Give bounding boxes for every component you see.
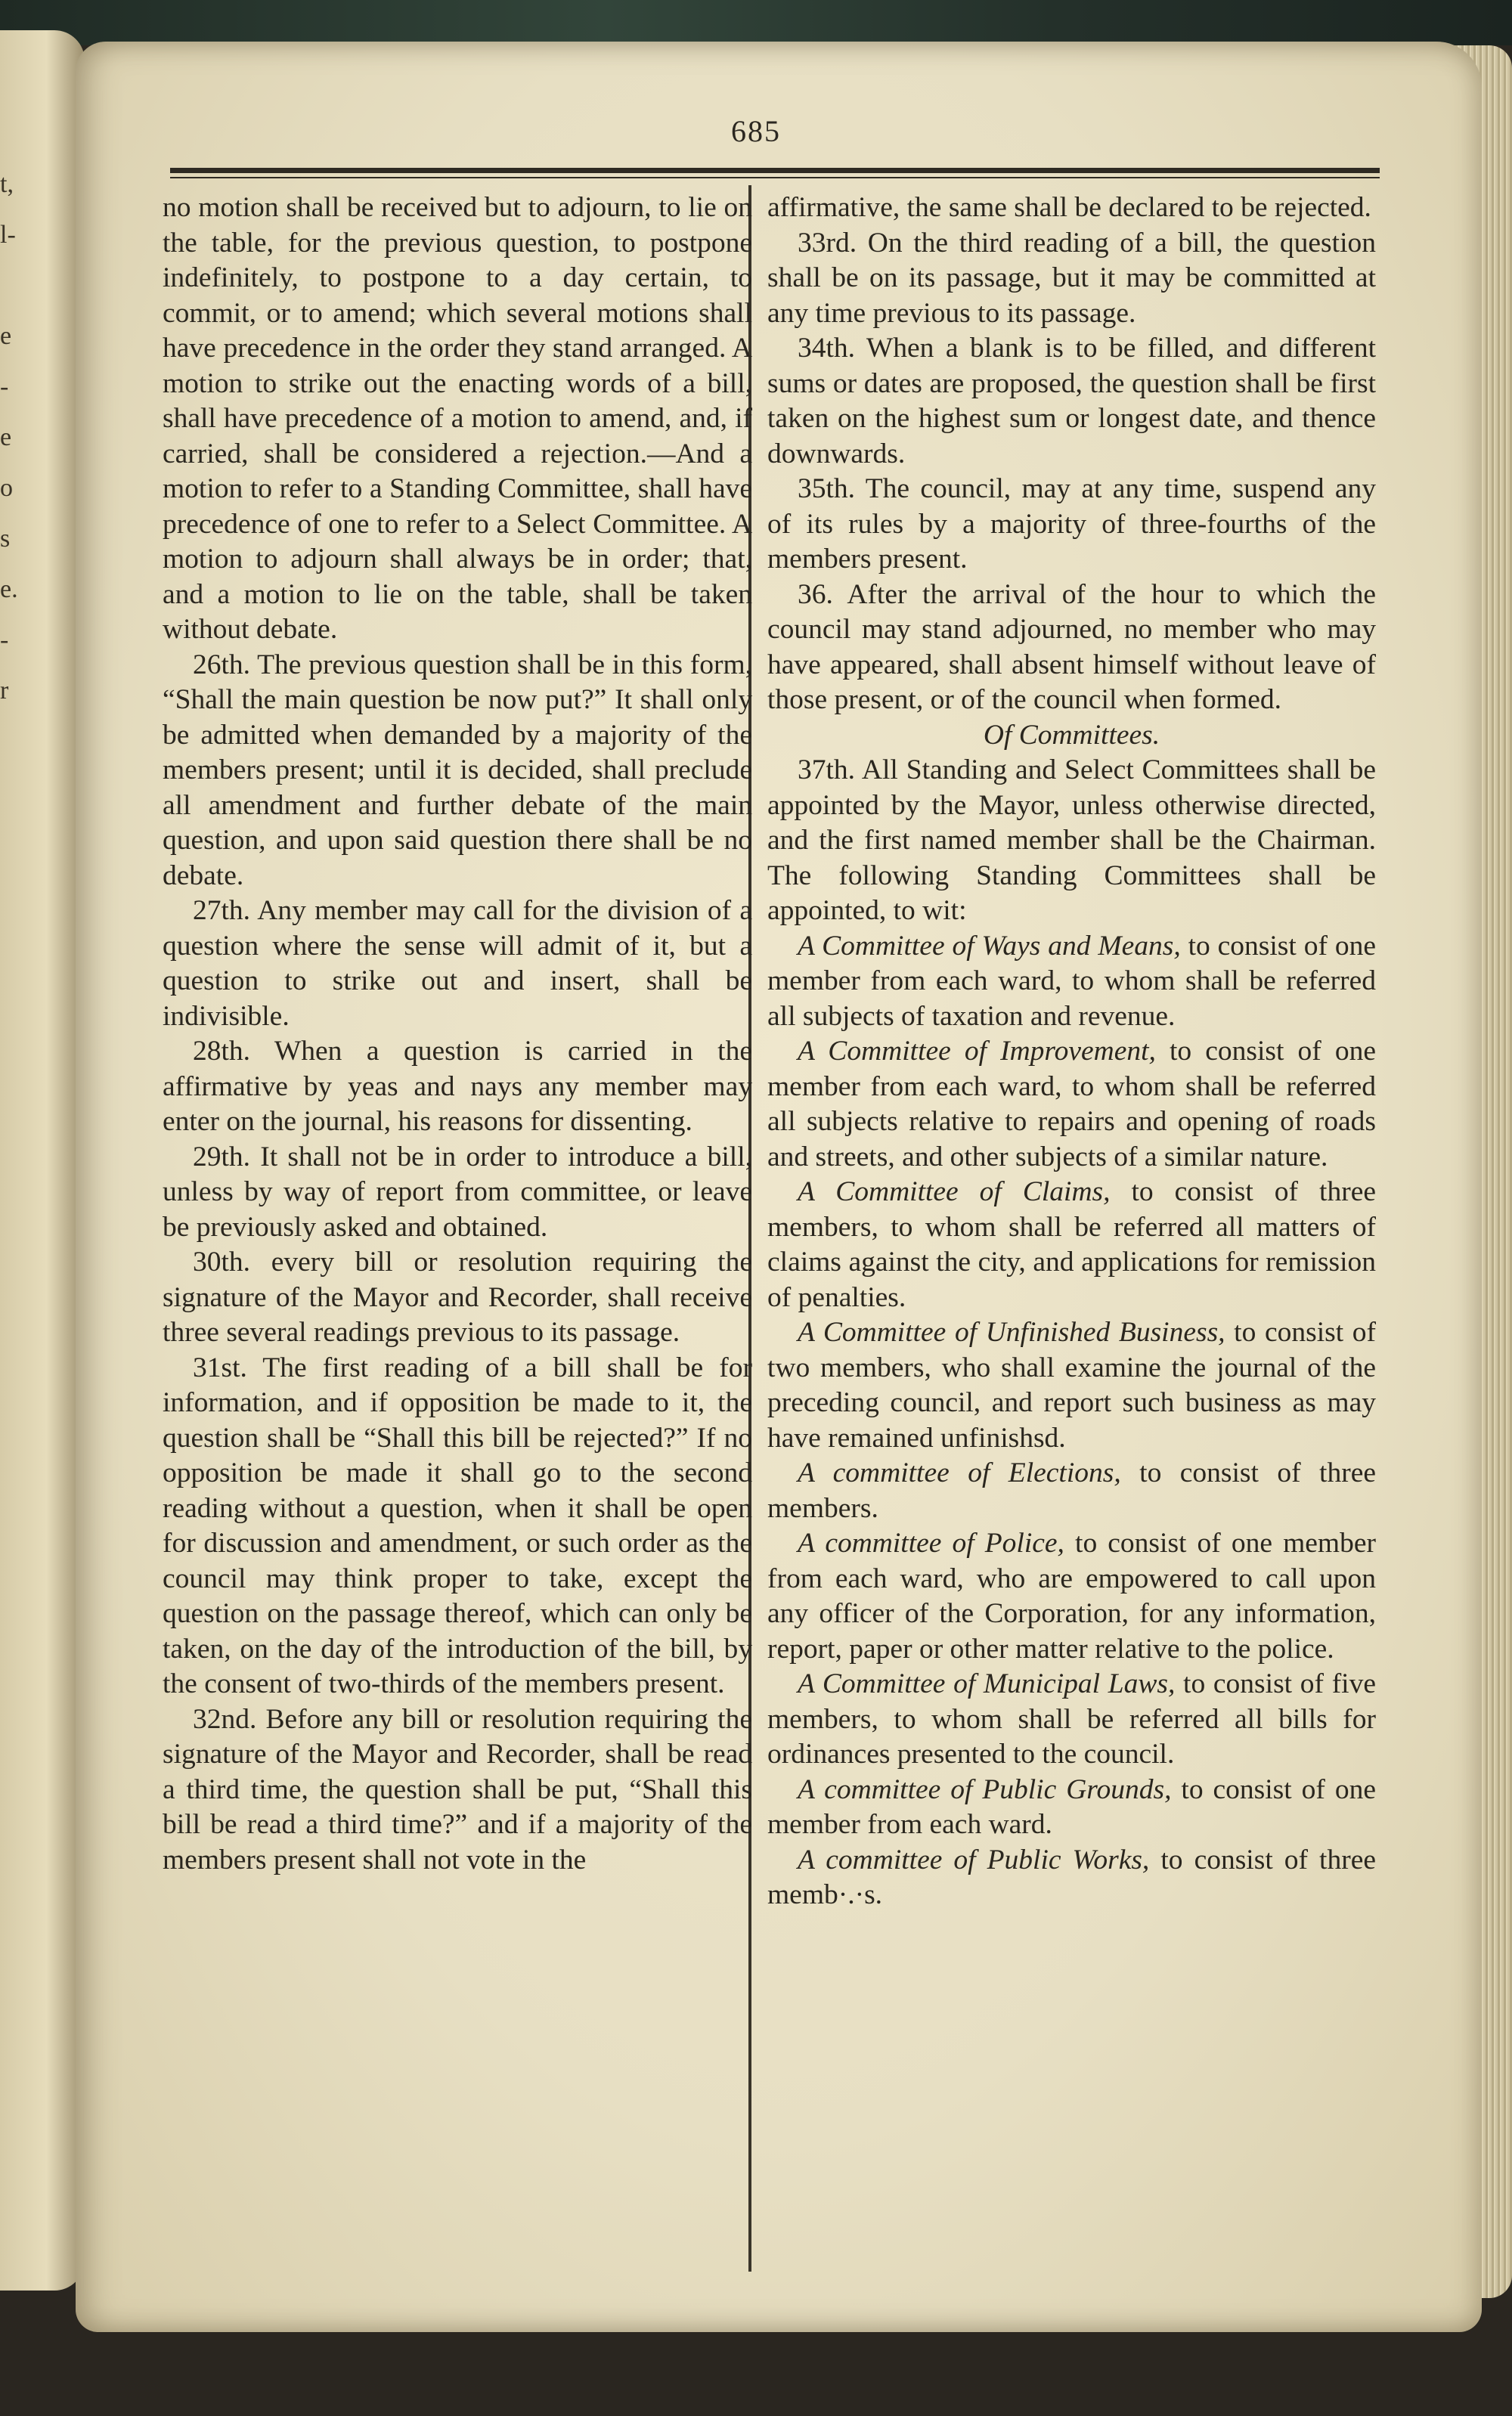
rule-29: 29th. It shall not be in order to introduce a bill, unless by way of report from committee, or leave be previously asked and obtained. bbox=[163, 1141, 752, 1243]
committee-name: A Committee of Ways and Means, bbox=[798, 930, 1181, 962]
committee-entry bbox=[767, 1667, 1376, 1773]
right-column bbox=[767, 190, 1376, 1913]
committee-name: A committee of Police, bbox=[798, 1528, 1064, 1559]
fragment: - bbox=[0, 373, 9, 401]
rule-26: 26th. The previous question shall be in this form, “Shall the main question be now put?” It shall only be admitted when demanded by a majority of the members present; until it is decided, shall preclude all amendment and further debate of the main question, and upon said question there shall be no debate. bbox=[163, 649, 752, 891]
rule-30: 30th. every bill or resolution requiring the signature of the Mayor and Recorder, shall receive three several readings previous to its passage. bbox=[163, 1247, 752, 1348]
facing-page-edge bbox=[0, 30, 85, 2291]
header-rule bbox=[170, 168, 1380, 173]
committee-entry bbox=[767, 1773, 1376, 1843]
rule-34: 34th. When a blank is to be filled, and different sums or dates are proposed, the question shall be first taken on the highest sum or longest date, and thence downwards. bbox=[767, 333, 1376, 469]
committee-description: to consist of two members, who shall examine the journal of the preceding council, and report such business as may have remained unfinishsd. bbox=[767, 1317, 1376, 1454]
committee-name: A Committee of Improvement, bbox=[798, 1036, 1156, 1067]
fragment: l- bbox=[0, 221, 16, 249]
committee-name: A Committee of Municipal Laws, bbox=[798, 1668, 1176, 1699]
committee-name: A Committee of Claims, bbox=[798, 1176, 1111, 1207]
page-number: 685 bbox=[731, 114, 781, 148]
fragment: e bbox=[0, 322, 12, 350]
committee-description: to consist of one member from each ward. bbox=[767, 1773, 1376, 1840]
committee-name: A committee of Public Grounds, bbox=[798, 1773, 1172, 1805]
committee-description: to consist of one member from each ward, who are empowered to call upon any officer of the Corporation, for any information, report, paper or other matter relative to the police. bbox=[767, 1528, 1376, 1665]
committee-entry bbox=[767, 1526, 1376, 1667]
committee-description: to consist of one member from each ward, to whom shall be referred all subjects of taxation and revenue. bbox=[767, 930, 1376, 1032]
rule-31: 31st. The first reading of a bill shall be for information, and if opposition be made to it, the question shall be “Shall this bill be rejected?” If no opposition be made it shall go to the second reading without a question, when it shall be open for discussion and amendment, or such order as the council may think proper to take, except the question on the passage thereof, which can only be taken, on the day of the introduction of the bill, by the consent of two-thirds of the members present. bbox=[163, 1352, 752, 1699]
facing-page-text-fragments bbox=[0, 159, 30, 839]
fragment: e bbox=[0, 423, 12, 451]
committee-entry bbox=[767, 1456, 1376, 1526]
committee-entry bbox=[767, 1175, 1376, 1315]
committee-entry bbox=[767, 1034, 1376, 1175]
rule-27: 27th. Any member may call for the division of a question where the sense will admit of it, but a question to strike out and insert, shall be indivisible. bbox=[163, 895, 752, 1032]
rule-35: 35th. The council, may at any time, suspend any of its rules by a majority of three-fourths of the members present. bbox=[767, 473, 1376, 575]
committee-name: A Committee of Unfinished Business, bbox=[798, 1317, 1225, 1348]
committee-name: A committee of Elections, bbox=[798, 1457, 1121, 1488]
paragraph: affirmative, the same shall be declared to be rejected. bbox=[767, 192, 1371, 223]
fragment: e. bbox=[0, 575, 18, 603]
fragment: o bbox=[0, 474, 13, 502]
header-rule-thin bbox=[170, 177, 1380, 178]
rule-28: 28th. When a question is carried in the affirmative by yeas and nays any member may enter on the journal, his reasons for dissenting. bbox=[163, 1036, 752, 1137]
fragment: r bbox=[0, 677, 9, 705]
rule-33: 33rd. On the third reading of a bill, the question shall be on its passage, but it may be committed at any time previous to its passage. bbox=[767, 227, 1376, 329]
committee-entry bbox=[767, 929, 1376, 1035]
fragment: t, bbox=[0, 170, 14, 198]
committee-description: to consist of three memb·.·s. bbox=[767, 1844, 1376, 1910]
section-heading: Of Committees. bbox=[983, 719, 1160, 751]
committee-entry bbox=[767, 1315, 1376, 1456]
paragraph: no motion shall be received but to adjourn, to lie on the table, for the previous question, to postpone indefinitely, to postpone to a day certain, to commit, or to amend; which several motions shall have precedence in the order they stand arranged. A motion to strike out the enacting words of a bill, shall have precedence of a motion to amend, and, if carried, shall be considered a rejection.—And a motion to refer to a Standing Committee, shall have precedence of one to refer to a Select Committee. A motion to adjourn shall always be in order; that, and a motion to lie on the table, shall be taken without debate. bbox=[163, 192, 752, 645]
fragment bbox=[0, 260, 30, 311]
left-column bbox=[163, 190, 752, 1878]
rule-32: 32nd. Before any bill or resolution requiring the signature of the Mayor and Recorder, shall be read a third time, the question shall be put, “Shall this bill be read a third time?” and if a majority of the members present shall not vote in the bbox=[163, 1703, 752, 1875]
fragment: - bbox=[0, 626, 9, 654]
committee-description: to consist of five members, to whom shall be referred all bills for ordinances presented to the council. bbox=[767, 1668, 1376, 1770]
book-cover-edge bbox=[0, 0, 1512, 45]
rule-37: 37th. All Standing and Select Committees shall be appointed by the Mayor, unless otherwise directed, and the first named member shall be the Chairman. The following Standing Committees shall be appointed, to wit: bbox=[767, 754, 1376, 926]
committee-name: A committee of Public Works, bbox=[798, 1844, 1150, 1875]
fragment: s bbox=[0, 525, 11, 553]
committee-description: to consist of three members, to whom shall be referred all matters of claims against the city, and applications for remission of penalties. bbox=[767, 1176, 1376, 1313]
rule-36: 36. After the arrival of the hour to which the council may stand adjourned, no member who may have appeared, shall absent himself without leave of those present, or of the council when formed. bbox=[767, 578, 1376, 715]
committee-description: to consist of three members. bbox=[767, 1457, 1376, 1524]
committee-description: to consist of one member from each ward, to whom shall be referred all subjects relative to repairs and opening of roads and streets, and other subjects of a similar nature. bbox=[767, 1036, 1376, 1172]
committee-entry bbox=[767, 1843, 1376, 1913]
